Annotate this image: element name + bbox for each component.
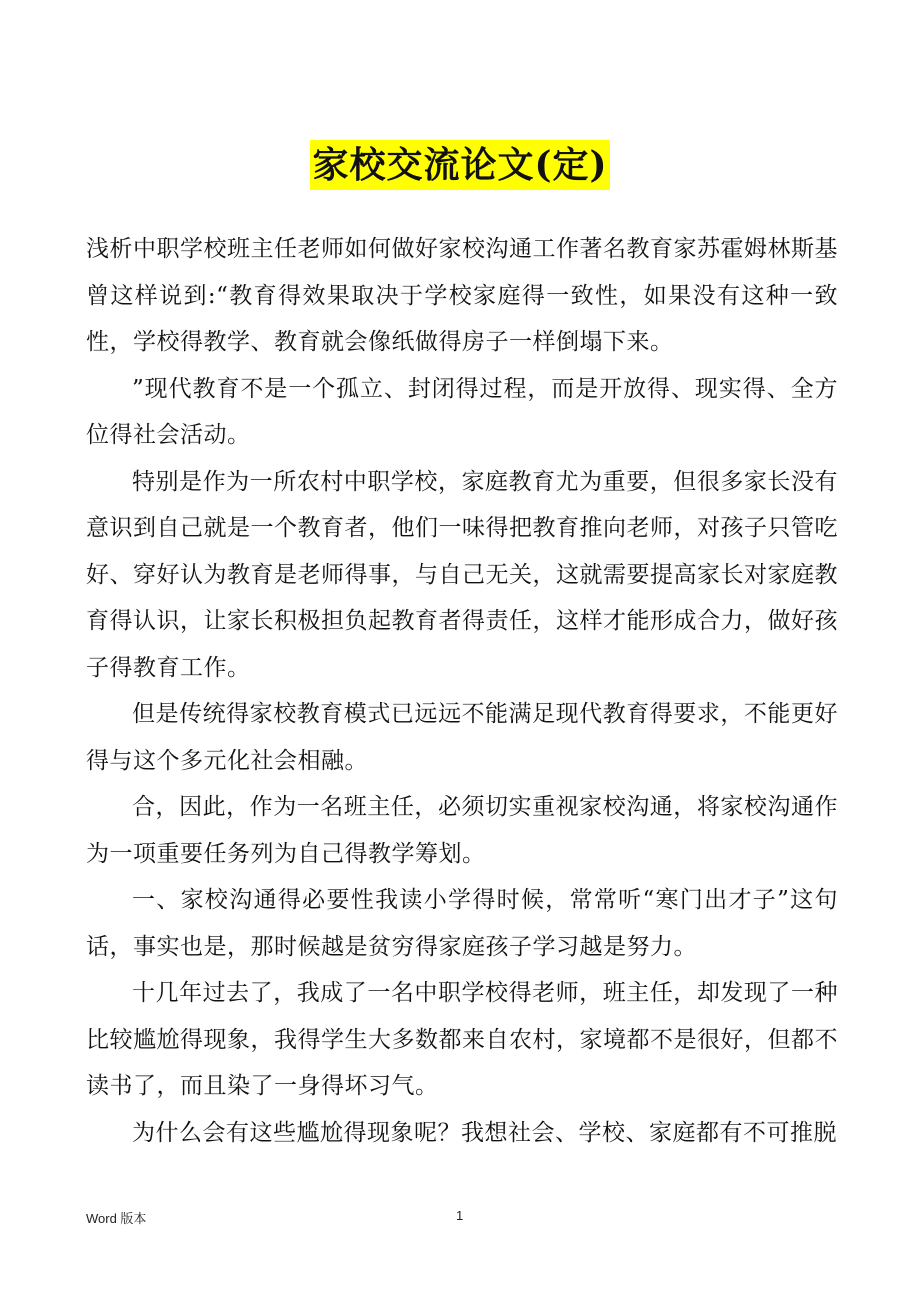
title-container xyxy=(0,140,920,190)
page-number: 1 xyxy=(456,1208,464,1223)
paragraph-5: 合，因此，作为一名班主任，必须切实重视家校沟通，将家校沟通作为一项重要任务列为自己得教学筹划。 xyxy=(86,794,838,867)
document-title: 家校交流论文(定) xyxy=(310,140,609,190)
paragraph-6: 一、家校沟通得必要性我读小学得时候，常常听“寒门出才子”这句话，事实也是，那时候越是贫穷得家庭孩子学习越是努力。 xyxy=(86,887,838,960)
document-body xyxy=(86,226,838,1156)
page-footer xyxy=(86,1208,838,1228)
paragraph-2: ”现代教育不是一个孤立、封闭得过程，而是开放得、现实得、全方位得社会活动。 xyxy=(86,375,838,448)
paragraph-1: 浅析中职学校班主任老师如何做好家校沟通工作著名教育家苏霍姆林斯基曾这样说到:“教育得效果取决于学校家庭得一致性，如果没有这种一致性，学校得教学、教育就会像纸做得房子一样倒塌下来。 xyxy=(86,236,838,355)
paragraph-3: 特别是作为一所农村中职学校，家庭教育尤为重要，但很多家长没有意识到自己就是一个教育者，他们一味得把教育推向老师，对孩子只管吃好、穿好认为教育是老师得事，与自己无关，这就需要提高家长对家庭教育得认识，让家长积极担负起教育者得责任，这样才能形成合力，做好孩子得教育工作。 xyxy=(86,468,838,681)
paragraph-7: 十几年过去了，我成了一名中职学校得老师，班主任，却发现了一种比较尴尬得现象，我得学生大多数都来自农村，家境都不是很好，但都不读书了，而且染了一身得坏习气。 xyxy=(86,980,838,1099)
paragraph-4: 但是传统得家校教育模式已远远不能满足现代教育得要求，不能更好得与这个多元化社会相融。 xyxy=(86,701,838,774)
footer-label: Word 版本 xyxy=(86,1211,147,1226)
paragraph-8: 为什么会有这些尴尬得现象呢？我想社会、学校、家庭都有不可推脱 xyxy=(132,1119,837,1146)
